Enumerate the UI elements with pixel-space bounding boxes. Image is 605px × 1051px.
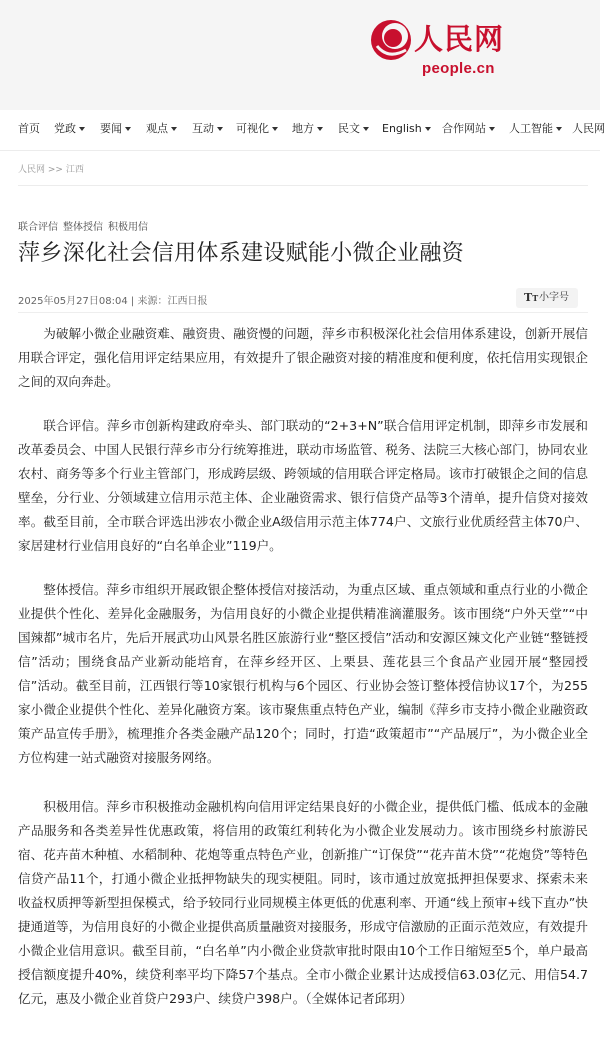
nav-item-home[interactable] — [18, 122, 40, 136]
nav-label: 可视化 — [236, 122, 269, 135]
main-navigation — [0, 110, 605, 151]
chevron-down-icon — [425, 127, 431, 131]
nav-label: English — [382, 122, 422, 135]
nav-item-english[interactable] — [382, 122, 431, 136]
nav-label: 互动 — [192, 122, 214, 135]
article-tag: 联合评信 — [18, 222, 58, 233]
chevron-down-icon — [556, 127, 562, 131]
nav-label: 人民网 — [572, 122, 605, 135]
people-emblem-icon — [368, 16, 414, 62]
nav-item-ai[interactable] — [509, 122, 562, 136]
chevron-down-icon — [489, 127, 495, 131]
nav-label: 要闻 — [100, 122, 122, 135]
breadcrumb-home-link[interactable]: 人民网 — [18, 165, 46, 175]
article-meta — [18, 292, 207, 307]
nav-label: 民文 — [338, 122, 360, 135]
nav-item-people[interactable] — [572, 122, 605, 136]
breadcrumb-separator: >> — [47, 165, 63, 175]
chevron-down-icon — [125, 127, 131, 131]
site-logo[interactable] — [368, 14, 518, 77]
logo-chinese-text: 人民网 — [414, 22, 505, 56]
article-paragraph-active-credit: 积极用信。萍乡市积极推动金融机构向信用评定结果良好的小微企业，提供低门槛、低成本的金融产品服务和各类差异性优惠政策，将信用的政策红利转化为小微企业发展动力。该市围绕乡村旅游民宿、花卉苗木种植、水稻制种、花炮等重点特色产业，创新推广“订保贷”“花卉苗木贷”“花炮贷”等特色信贷产品11个，打通小微企业抵押物缺失的现实梗阻。同时，该市通过放宽抵押担保要求、探索未来收益权质押等新型担保模式，给予较同行业同规模主体更低的优惠利率、开通“线上预审+线下直办”快捷通道等，为信用良好的小微企业提供高质量融资对接服务，形成守信激励的正面示范效应，有效提升小微企业信用意识。截至目前，“白名单”内小微企业贷款审批时限由10个工作日缩短至5个，单户最高授信额度提升40%，续贷利率平均下降57个基点。全市小微企业累计达成授信63.03亿元、用信54.7亿元，惠及小微企业首贷户293户、续贷户398户。（全媒体记者邱玥） — [18, 799, 588, 1006]
logo-english-text: people.cn — [422, 60, 495, 77]
nav-label: 地方 — [292, 122, 314, 135]
breadcrumb-current-link[interactable]: 江西 — [65, 165, 84, 175]
article-source-label: 来源： — [137, 296, 168, 307]
chevron-down-icon — [272, 127, 278, 131]
chevron-down-icon — [363, 127, 369, 131]
breadcrumb — [18, 162, 84, 175]
nav-label: 首页 — [18, 122, 40, 135]
meta-separator: | — [127, 296, 138, 307]
chevron-down-icon — [171, 127, 177, 131]
article-paragraph-joint-rating: 联合评信。萍乡市创新构建政府牵头、部门联动的“2+3+N”联合信用评定机制，即萍乡市发展和改革委员会、中国人民银行萍乡市分行统筹推进，联动市场监管、税务、法院三大核心部门，协同农业农村、商务等多个行业主管部门，形成跨层级、跨领域的信用联合评定格局。该市打破银企之间的信息壁垒，分行业、分领域建立信用示范主体、企业融资需求、银行信贷产品等3个清单，提升信贷对接效率。截至目前，全市联合评选出涉农小微企业A级信用示范主体774户、文旅行业优质经营主体70户、家居建材行业信用良好的“白名单企业”119户。 — [18, 418, 588, 553]
nav-label: 人工智能 — [509, 122, 553, 135]
nav-label: 观点 — [146, 122, 168, 135]
article-tag: 整体授信 — [63, 222, 103, 233]
nav-item-local[interactable] — [292, 122, 323, 136]
breadcrumb-divider — [18, 185, 588, 186]
article-paragraph-overall-credit: 整体授信。萍乡市组织开展政银企整体授信对接活动，为重点区域、重点领域和重点行业的小微企业提供个性化、差异化金融服务，为信用良好的小微企业提供精准滴灌服务。该市围绕“户外天堂”“中国辣都”城市名片，先后开展武功山风景名胜区旅游行业“整区授信”活动和安源区辣文化产业链“整链授信”活动；围绕食品产业新动能培育，在萍乡经开区、上栗县、莲花县三个食品产业园开展“整园授信”活动。截至目前，江西银行等10家银行机构与6个园区、行业协会签订整体授信协议17个，为255家小微企业提供个性化、差异化融资方案。该市聚焦重点特色产业，编制《萍乡市支持小微企业融资政策产品宣传手册》，梳理推介各类金融产品120个；同时，打造“政策超市”“产品展厅”，为小微企业全方位构建一站式融资对接服务网络。 — [18, 582, 588, 765]
meta-divider — [18, 312, 588, 313]
article-datetime: 2025年05月27日08:04 — [18, 296, 128, 307]
font-size-icon: TT — [524, 291, 539, 304]
nav-item-partners[interactable] — [442, 122, 495, 136]
article-tag: 积极用信 — [108, 222, 148, 233]
nav-item-party-gov[interactable] — [54, 122, 85, 136]
chevron-down-icon — [79, 127, 85, 131]
chevron-down-icon — [317, 127, 323, 131]
nav-item-news[interactable] — [100, 122, 131, 136]
article-source-link[interactable]: 江西日报 — [167, 296, 208, 307]
font-size-button[interactable] — [516, 288, 578, 308]
nav-label: 合作网站 — [442, 122, 486, 135]
font-size-label: 小字号 — [539, 292, 569, 303]
article-paragraph-intro: 为破解小微企业融资难、融资贵、融资慢的问题，萍乡市积极深化社会信用体系建设，创新开展信用联合评定，强化信用评定结果应用，有效提升了银企融资对接的精准度和便利度，依托信用实现银企之间的双向奔赴。 — [18, 326, 588, 389]
article-tags — [18, 218, 153, 233]
site-header — [0, 0, 600, 111]
chevron-down-icon — [217, 127, 223, 131]
nav-item-interact[interactable] — [192, 122, 223, 136]
nav-item-ethnic[interactable] — [338, 122, 369, 136]
nav-item-visual[interactable] — [236, 122, 278, 136]
nav-item-opinion[interactable] — [146, 122, 177, 136]
article-title: 萍乡深化社会信用体系建设赋能小微企业融资 — [18, 241, 465, 266]
nav-label: 党政 — [54, 122, 76, 135]
